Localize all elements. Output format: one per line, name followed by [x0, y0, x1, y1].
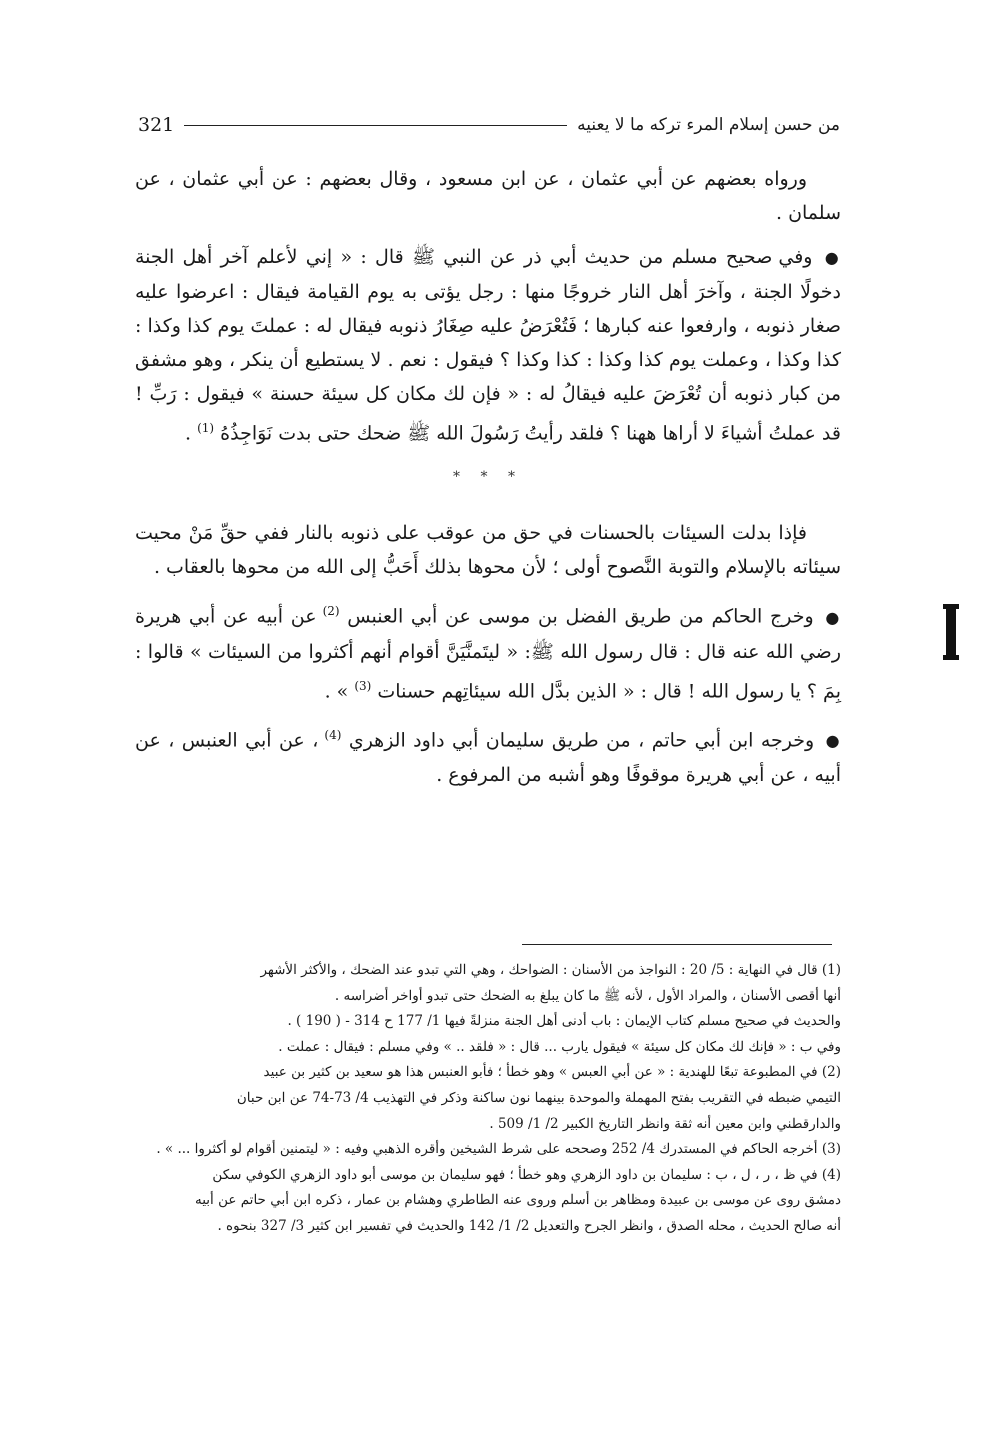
footnote-line: (2) في المطبوعة تبعًا للهندية : « عن أبي العبس » وهو خطأ ؛ فأبو العنبس هذا هو سعيد بن كثير بن عبيد [263, 1064, 841, 1081]
footnote-line: أنها أقصى الأسنان ، والمراد الأول ، لأنه ﷺ ما كان يبلغ به الضحك حتى تبدو أواخر أضراسه . [334, 987, 841, 1004]
footnote-line: والحديث في صحيح مسلم كتاب الإيمان : باب أدنى أهل الجنة منزلةً فيها 1/ 177 ح 314 - ( 190 ) . [287, 1013, 841, 1030]
page-number: 321 [138, 114, 175, 136]
paragraph-1: ورواه بعضهم عن أبي عثمان ، عن ابن مسعود ، وقال بعضهم : عن أبي عثمان ، عن سلمان . [135, 168, 841, 224]
running-header [138, 108, 840, 142]
footnote-ref-2: (2) [322, 604, 340, 619]
footnote-line: والدارقطني وابن معين أنه ثقة وانظر التاريخ الكبير 2/ 1/ 509 . [489, 1115, 841, 1132]
paragraph-3: فإذا بدلت السيئات بالحسنات في حق من عوقب على ذنوبه بالنار ففي حقِّ مَنْ محيت سيئاته بالإسلام والتوبة النَّصوح أولى ؛ لأن محوها بذلك أَحَبُّ إلى الله من محوها بالعقاب . [135, 522, 841, 579]
bullet-icon: ● [825, 607, 841, 627]
footnote-line: (4) في ظ ، ر ، ل ، ب : سليمان بن داود الزهري وهو خطأ ؛ فهو سليمان بن موسى أبو داود الزهري الكوفي سكن [212, 1166, 841, 1183]
paragraph-5: ● وخرجه ابن أبي حاتم ، من طريق سليمان أبي داود الزهري $^{(4)}$ ، عن أبي العنبس ، عن أبيه ، عن أبي هريرة موقوفًا وهو أشبه من المرفوع . [135, 727, 842, 787]
footnote-line: أنه صالح الحديث ، محله الصدق ، وانظر الجرح والتعديل 2/ 1/ 142 والحديث في تفسير ابن كثير 3/ 327 بنحوه . [217, 1217, 841, 1234]
footnote-line: دمشق روى عن موسى بن عبيدة ومظاهر بن أسلم وروى عنه الطاطري وهشام بن عمار ، ذكره ابن أبي حاتم عن أبيه [194, 1192, 841, 1209]
footnote-ref-1: (1) [197, 421, 215, 435]
footnote-ref-4: (4) [324, 727, 342, 742]
body-text [135, 162, 841, 802]
bullet-icon: ● [825, 731, 842, 751]
footnote-rule [522, 944, 832, 945]
footnote-ref-3: (3) [354, 678, 372, 693]
footnote-line: التيمي ضبطه في التقريب بفتح المهملة والموحدة بينهما نون ساكنة وذكر في التهذيب 4/ 73-74 عن ابن حبان [236, 1089, 841, 1106]
header-title: من حسن إسلام المرء تركه ما لا يعنيه [577, 115, 840, 135]
footnote-line: (3) أخرجه الحاكم في المستدرك 4/ 252 وصححه على شرط الشيخين وأقره الذهبي وفيه : « ليتمنين أقوام لو أكثروا ... » . [156, 1141, 841, 1158]
footnote-line: وفي ب : « فإنك لك مكان كل سيئة » فيقول يارب ... قال : « فلقد .. » وفي مسلم : فيقال : عملت . [278, 1038, 841, 1055]
paragraph-2: ● وفي صحيح مسلم من حديث أبي ذر عن النبي ﷺ قال : « إني لأعلم آخر أهل الجنة دخولًا الجنة ، وآخرَ أهل النار خروجًا منها : رجل يؤتى به يوم القيامة فيقال : اعرضوا عليه صغار ذنوبه ، وارفعوا عنه كبارها ؛ فَتُعْرَضُ عليه صِغَارُ ذنوبه فيقال له : عملتَ يوم كذا وكذا : كذا وكذا ، وعملت يوم كذا وكذا : كذا وكذا ؟ فيقول : نعم . لا يستطيع أن ينكر ، وهو مشفق من كبار ذنوبه أن تُعْرَضَ عليه فيقالُ له : « فإن لك مكان كل سيئة حسنة » فيقول : رَبِّ ! قد عملتُ أشياءَ لا أراها ههنا ؟ فلقد رأيتُ رَسُولَ الله ﷺ ضحك حتى بدت نَوَاجِذُهُ $^{(1)}$ . [135, 246, 841, 445]
bullet-icon: ● [824, 248, 841, 267]
footnotes [135, 958, 841, 1240]
header-rule [184, 125, 567, 126]
margin-mark [946, 604, 956, 660]
section-separator: * * * [453, 469, 523, 486]
paragraph-4: ● وخرج الحاكم من طريق الفضل بن موسى عن أبي العنبس $^{(2)}$ عن أبيه عن أبي هريرة رضي الله عنه قال : قال رسول الله ﷺ: « ليتَمنَّيَنَّ أقوام أنهم أكثروا من السيئات » قالوا : بِمَ ؟ يا رسول الله ! قال : « الذين بدَّل الله سيئاتِهم حسنات $^{(3)}$ » . [135, 604, 841, 702]
footnote-line: (1) قال في النهاية : 5/ 20 : النواجذ من الأسنان : الضواحك ، وهي التي تبدو عند الضحك ، والأكثر الأشهر [260, 962, 841, 978]
